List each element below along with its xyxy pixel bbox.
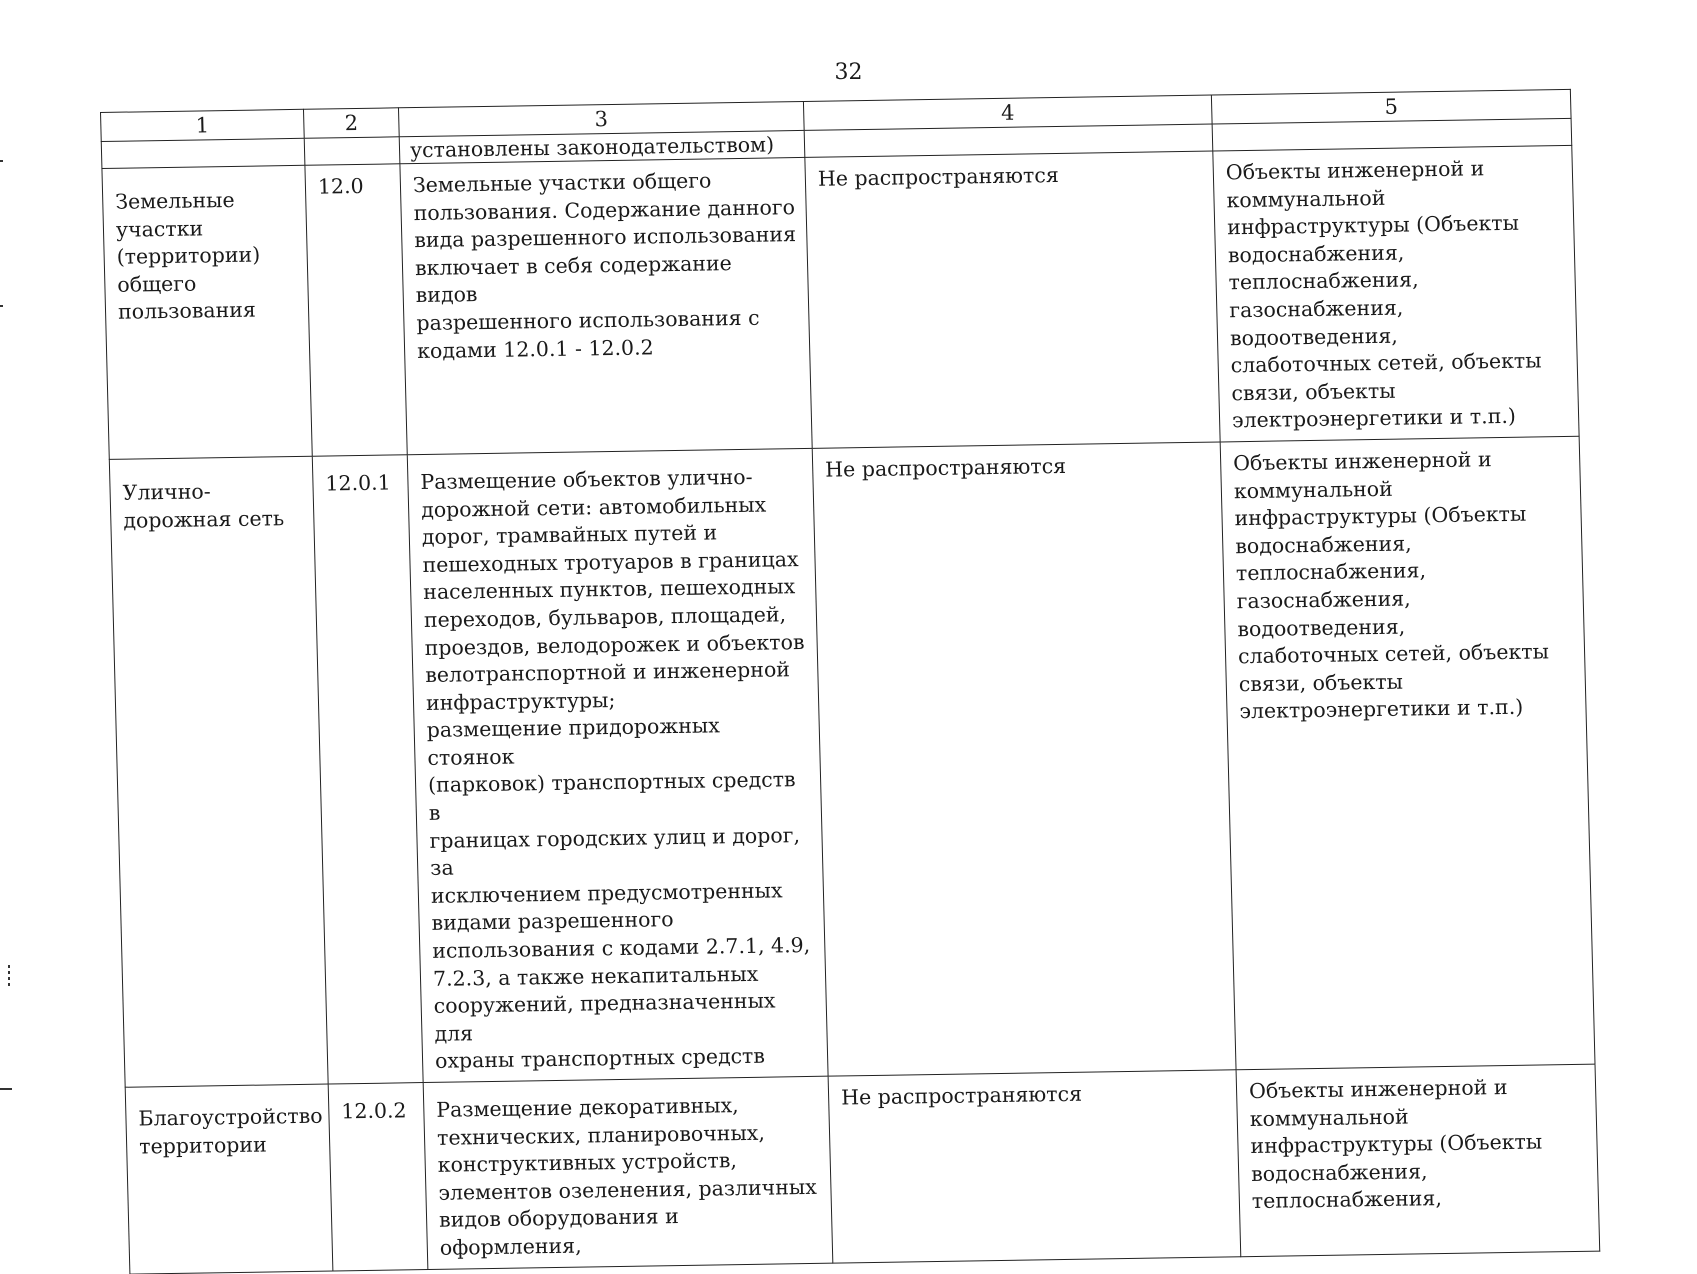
row-description-cell: Земельные участки общего пользования. Содержание данного вида разрешенного использования включает в себя содержание видов разрешенного использования с кодами 12.0.1 - 12.0.2 <box>400 157 812 454</box>
table-row <box>109 436 1595 1087</box>
header-cell-5: 5 <box>1211 89 1571 124</box>
scan-mark <box>0 160 3 162</box>
continuation-cell-3: установлены законодательством) <box>399 130 805 163</box>
header-cell-2: 2 <box>303 108 399 138</box>
table-container <box>100 89 1599 1274</box>
land-use-table <box>100 89 1600 1274</box>
row-description-cell: Размещение объектов улично- дорожной сети: автомобильных дорог, трамвайных путей и пешеходных тротуаров в границах населенных пунктов, пешеходных переходов, бульваров, площадей, проездов, велодорожек и объектов велотранспортной и инженерной инфраструктуры; размещение придорожных стоянок (парковок) транспортных средств в границах городских улиц и дорог, за исключением предусмотренных видами разрешенного использования с кодами 2.7.1, 4.9, 7.2.3, а также некапитальных сооружений, предназначенных для охраны транспортных средств <box>407 448 828 1082</box>
row-regulation-cell: Не распространяются <box>812 442 1236 1076</box>
scan-mark <box>0 1088 12 1090</box>
row-regulation-cell: Не распространяются <box>828 1070 1241 1263</box>
row-objects-cell: Объекты инженерной и коммунальной инфраструктуры (Объекты водоснабжения, теплоснабжения, газоснабжения, водоотведения, слаботочных сетей, объекты связи, объекты электроэнергетики и т.п.) <box>1213 145 1579 441</box>
header-cell-4: 4 <box>803 95 1212 130</box>
row-regulation-cell: Не распространяются <box>805 151 1220 448</box>
row-code-cell: 12.0.1 <box>312 455 423 1084</box>
row-objects-cell: Объекты инженерной и коммунальной инфраструктуры (Объекты водоснабжения, теплоснабжения, газоснабжения, водоотведения, слаботочных сетей, объекты связи, объекты электроэнергетики и т.п.) <box>1220 436 1595 1070</box>
row-description-cell: Размещение декоративных, технических, планировочных, конструктивных устройств, элементов озеленения, различных видов оборудования и оформления, <box>423 1076 833 1269</box>
row-name-cell: Благоустройство территории <box>125 1084 333 1274</box>
row-name-cell: Улично- дорожная сеть <box>109 456 328 1087</box>
scan-mark <box>8 965 10 987</box>
row-name-cell: Земельные участки (территории) общего пользования <box>102 165 312 459</box>
row-code-cell: 12.0 <box>305 164 407 456</box>
table-row <box>125 1064 1600 1274</box>
row-objects-cell: Объекты инженерной и коммунальной инфраструктуры (Объекты водоснабжения, теплоснабжения, <box>1236 1064 1600 1256</box>
continuation-cell-1 <box>101 138 305 168</box>
continuation-cell-2 <box>304 137 400 165</box>
header-cell-3: 3 <box>398 101 804 136</box>
row-code-cell: 12.0.2 <box>328 1083 428 1271</box>
page-number: 32 <box>834 60 863 85</box>
scan-mark <box>0 305 3 307</box>
table-row <box>102 145 1579 459</box>
header-cell-1: 1 <box>101 109 305 141</box>
